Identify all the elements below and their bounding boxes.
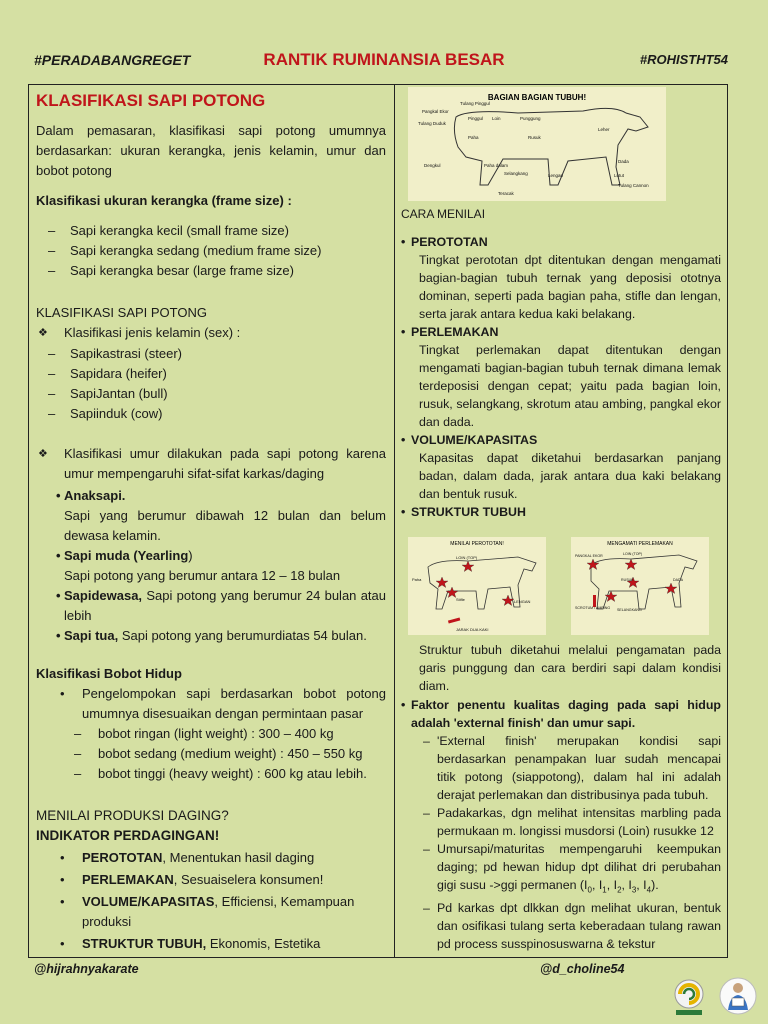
- age-item-title: Anaksapi.: [64, 488, 126, 503]
- list-item: [36, 586, 386, 626]
- list-item: – SapiJantan (bull): [36, 384, 386, 404]
- indicator-list: [36, 848, 386, 954]
- frame-list: [36, 221, 386, 281]
- age-item-text: Sapi yang berumur dibawah 12 bulan dan belum dewasa kelamin.: [64, 508, 386, 543]
- indicator-title: VOLUME/KAPASITAS: [82, 894, 215, 909]
- production-heading: MENILAI PRODUKSI DAGING?: [36, 808, 229, 823]
- figure-title: BAGIAN BAGIAN TUBUH!: [487, 93, 587, 102]
- fig1-label: Pinggul: [468, 116, 484, 121]
- fig2-label: LENGAN: [514, 599, 531, 604]
- list-item: • Sapi muda (Yearling) Sapi potong yang berumur antara 12 – 18 bulan: [36, 546, 386, 586]
- item-text: Kapasitas dapat diketahui berdasarkan panjang badan, dalam dada, jarak antara dua kaki belakang dan bentuk rusuk.: [419, 451, 721, 501]
- age-item-text: Sapi potong yang berumur 24 bulan atau lebih: [64, 588, 386, 623]
- fig1-label: Teracak: [498, 191, 514, 196]
- list-item: – Pd karkas dpt dlkkan dgn melihat ukuran, bentuk dan osifikasi tulang serta keberadaan tulang rawan pd process susspinosuswarna & tekstur: [401, 899, 721, 953]
- item-title: • PEROTOTAN: [401, 233, 721, 251]
- fig1-label: Lutut: [614, 173, 625, 178]
- fig1-label: Lengan: [548, 173, 564, 178]
- list-item: – 'External finish' merupakan kondisi sapi berdasarkan penampakan luar sudah mencapai titik potong (siappotong), dalam hal ini adalah derajat perlemakan dan distribusinya pada tubuh.: [401, 732, 721, 804]
- list-item: – Sapiinduk (cow): [36, 404, 386, 424]
- list-item: – Umursapi/maturitas mempengaruhi keempukan daging; pd hewan hidup dpt dilihat dri perubahan gigi susu ->ggi permanen ($I_0$, $I_1$, $I_2$, $I_3$, $I_4$).: [401, 840, 721, 899]
- muscling-figure: [408, 537, 546, 635]
- figure-title: MENGAMATI PERLEMAKAN: [607, 541, 673, 547]
- fig1-label: Punggung: [520, 116, 541, 121]
- item-title: • STRUKTUR TUBUH: [401, 503, 721, 521]
- weight-heading: Klasifikasi Bobot Hidup: [36, 666, 182, 681]
- age-item-title: Sapi tua,: [64, 628, 119, 643]
- fat-assessment-figure: [571, 537, 709, 635]
- organization-logo: [672, 978, 706, 1018]
- cara-heading: CARA MENILAI: [401, 207, 486, 221]
- list-item: – Sapi kerangka sedang (medium frame size): [36, 241, 386, 261]
- page-title: RANTIK RUMINANSIA BESAR: [263, 50, 505, 69]
- list-item: [36, 486, 386, 546]
- fig1-label: Loin: [492, 116, 501, 121]
- content-box: [28, 84, 728, 958]
- item-text: Tingkat perototan dpt ditentukan dengan mengamati bagian-bagian tubuh ternak yang deposisi ototnya dominan, seperti pada bagian paha, stifle dan lengan, serta jarak antara kedua kaki belakang.: [419, 253, 721, 321]
- age-item-text: Sapi potong yang berumur antara 12 – 18 bulan: [64, 568, 341, 583]
- fig3-label: PANGKAL EKOR: [575, 554, 603, 558]
- faktor-list: [401, 732, 721, 953]
- list-item: – bobot tinggi (heavy weight) : 600 kg atau lebih.: [36, 764, 386, 784]
- fig1-label: Rusuk: [528, 135, 541, 140]
- fig1-label: Tulang Duduk: [418, 121, 446, 126]
- fig3-label: SELANGKANG: [617, 608, 642, 612]
- age-item-title: Sapidewasa,: [64, 588, 143, 603]
- list-item: – Padakarkas, dgn melihat intensitas marbling pada permukaan m. longissi musdorsi (Loin) rusukke 12: [401, 804, 721, 840]
- fig1-label: Leher: [598, 127, 610, 132]
- fig2-label: Paha: [412, 577, 422, 582]
- fig1-label: Tulang Pinggul: [460, 101, 490, 106]
- fig2-label: LOIN (TOP): [456, 555, 478, 560]
- fig1-label: Pangkal Ekor: [422, 109, 449, 114]
- list-item: [36, 626, 386, 646]
- column-divider: [394, 85, 395, 957]
- list-item: – bobot sedang (medium weight) : 450 – 550 kg: [36, 744, 386, 764]
- fig2-label: JARAK DUA KAKI: [456, 627, 489, 632]
- fig1-label: Dengkul: [424, 163, 441, 168]
- indicator-title: STRUKTUR TUBUH,: [82, 936, 207, 951]
- fig1-label: Paha dalam: [484, 163, 509, 168]
- age-list: [36, 486, 386, 646]
- list-item-text: Umursapi/maturitas mempengaruhi keempukan daging; pd hewan hidup dpt dilihat dri perubahan gigi susu ->ggi permanen (I: [437, 842, 721, 892]
- list-item: [36, 870, 386, 890]
- indicator-text: Ekonomis, Estetika: [206, 936, 321, 951]
- cattle-body-parts-figure: [408, 87, 666, 201]
- list-item: – Sapidara (heifer): [36, 364, 386, 384]
- list-item: – Sapi kerangka besar (large frame size): [36, 261, 386, 281]
- person-logo: [718, 976, 758, 1018]
- sex-heading: ❖ Klasifikasi jenis kelamin (sex) :: [36, 323, 386, 343]
- faktor-heading: • Faktor penentu kualitas daging pada sapi hidup adalah 'external finish' dan umur sapi.: [401, 696, 721, 732]
- item-title: • VOLUME/KAPASITAS: [401, 431, 721, 449]
- figure-title: MENILAI PEROTOTAN!: [450, 541, 504, 547]
- fig1-label: Dada: [618, 159, 629, 164]
- sex-list: [36, 344, 386, 424]
- age-heading: ❖ Klasifikasi umur dilakukan pada sapi potong karena umur mempengaruhi sifat-sifat karkas/daging: [36, 444, 386, 484]
- header-right-hashtag: #ROHISTHT54: [639, 52, 728, 67]
- fig1-label: Paha: [468, 135, 479, 140]
- list-item: [36, 892, 386, 932]
- age-item-title: Sapi muda (Yearling: [64, 548, 189, 563]
- left-column: [36, 85, 386, 954]
- fig1-label: Selangkang: [504, 171, 528, 176]
- indicator-heading: INDIKATOR PERDAGINGAN!: [36, 828, 220, 843]
- fig2-label: Stifle: [456, 597, 465, 602]
- fig3-label: RUSUK: [621, 578, 634, 582]
- fig3-label: LOIN (TOP): [623, 552, 643, 556]
- indicator-title: PEROTOTAN: [82, 850, 163, 865]
- footer-left-handle: @hijrahnyakarate: [34, 962, 139, 976]
- weight-list: [36, 724, 386, 784]
- fig1-label: Tulang Cannon: [618, 183, 649, 188]
- indicator-text: , Menentukan hasil daging: [162, 850, 315, 865]
- item-title: • PERLEMAKAN: [401, 323, 721, 341]
- age-item-text: Sapi potong yang berumurdiatas 54 bulan.: [121, 628, 367, 643]
- footer-right-handle: @d_choline54: [540, 962, 625, 976]
- list-item: – Sapikastrasi (steer): [36, 344, 386, 364]
- list-item: – Sapi kerangka kecil (small frame size): [36, 221, 386, 241]
- item-text: Tingkat perlemakan dapat ditentukan dengan mengamati bagian-bagian tubuh ternak dimana lemak terdeposisi dengan cepat; yaitu pada bagian loin, rusuk, selangkang, skrotum atau ambing, pangkal ekor dan dada.: [419, 343, 721, 429]
- frame-heading: Klasifikasi ukuran kerangka (frame size) :: [36, 193, 292, 208]
- indicator-title: PERLEMAKAN: [82, 872, 174, 887]
- weight-intro: • Pengelompokan sapi berdasarkan bobot potong umumnya disesuaikan dengan permintaan pasar: [36, 684, 386, 724]
- struktur-text: Struktur tubuh diketahui melalui pengamatan pada garis punggung dan cara berdiri sapi dalam kondisi diam.: [419, 643, 721, 693]
- fig3-label: DADA: [673, 578, 683, 582]
- section-title: KLASIFIKASI SAPI POTONG: [36, 91, 266, 110]
- header-left-hashtag: #PERADABANGREGET: [34, 52, 191, 68]
- indicator-text: , Sesuaiselera konsumen!: [173, 872, 324, 887]
- fig3-label: SCROTUM / AMBING: [575, 606, 611, 610]
- page-header: [0, 50, 768, 74]
- section2-heading: KLASIFIKASI SAPI POTONG: [36, 305, 207, 320]
- list-item: [36, 848, 386, 868]
- intro-paragraph: Dalam pemasaran, klasifikasi sapi potong umumnya berdasarkan: ukuran kerangka, jenis kelamin, umur dan bobot potong: [36, 123, 386, 178]
- indicator-text: , Efficiensi, Kemampuan produksi: [82, 894, 355, 929]
- list-item: – bobot ringan (light weight) : 300 – 400 kg: [36, 724, 386, 744]
- list-item: [36, 934, 386, 954]
